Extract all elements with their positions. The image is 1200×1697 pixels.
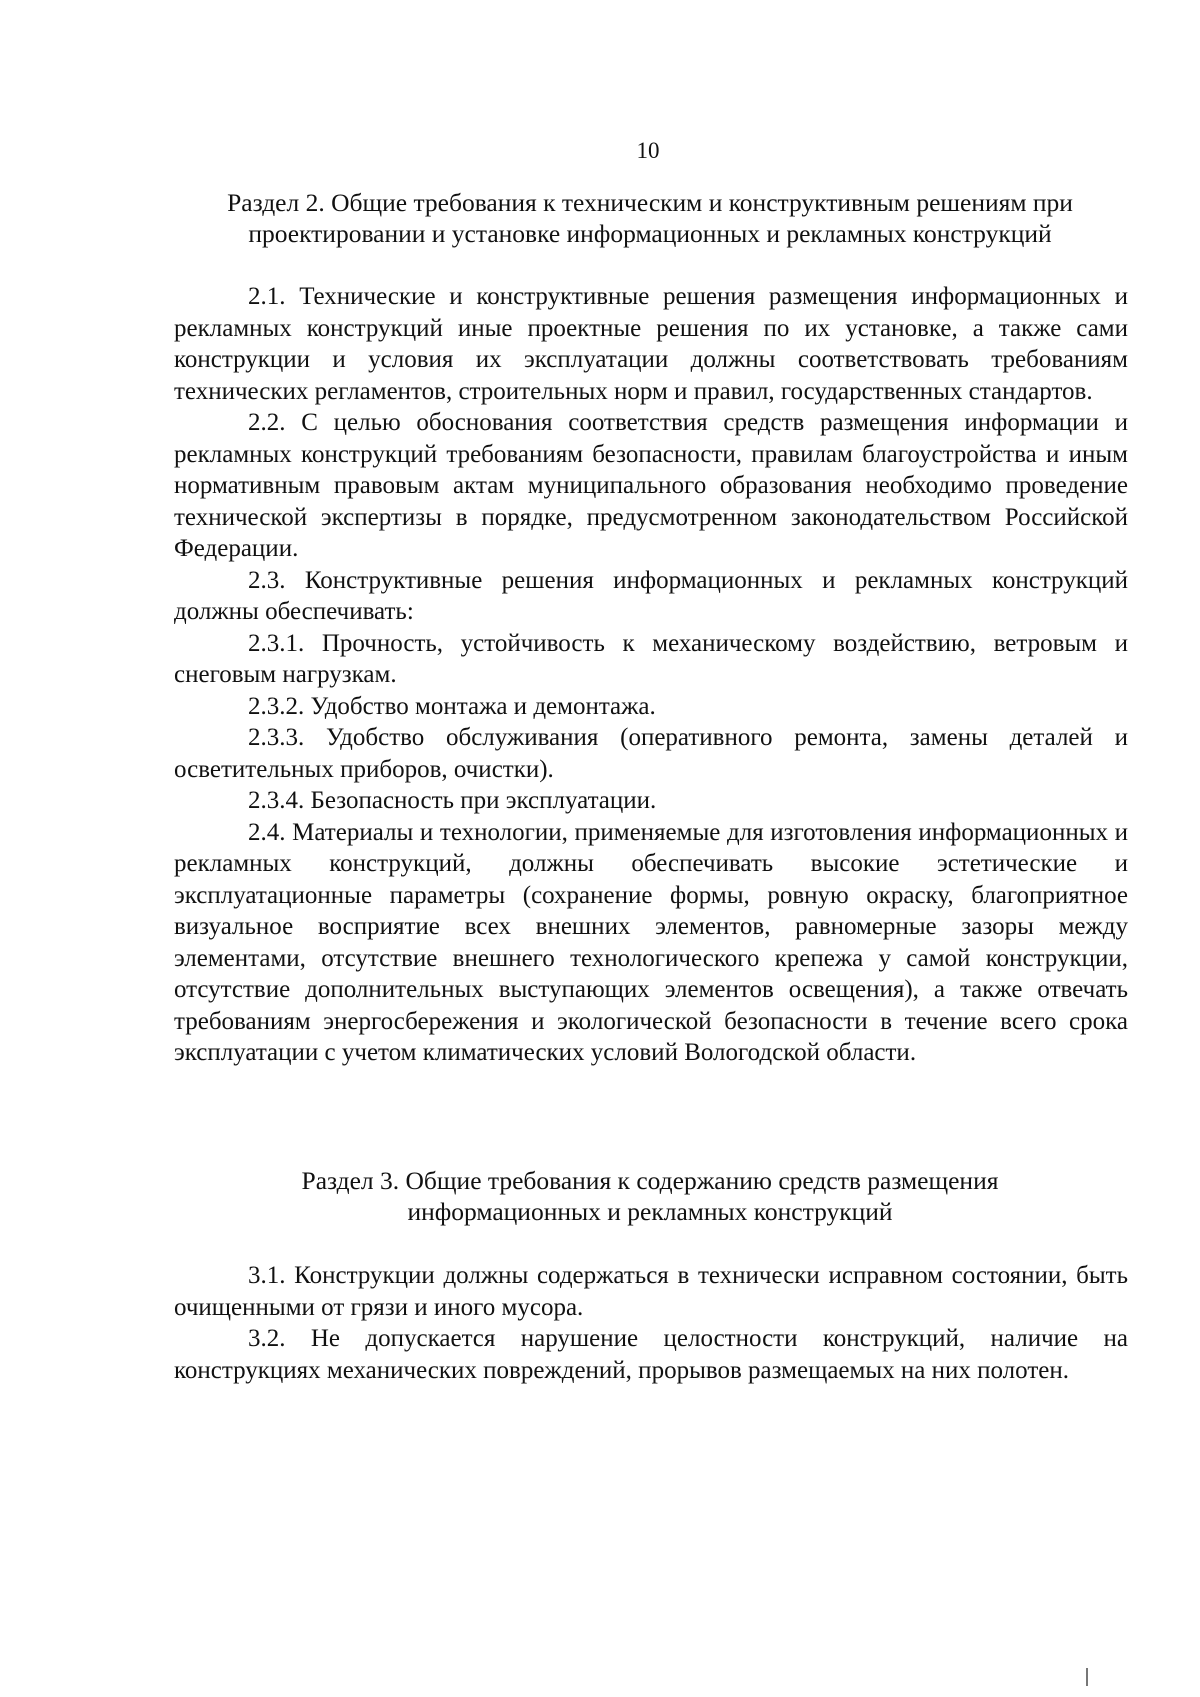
paragraph-2-3-3: 2.3.3. Удобство обслуживания (оперативного ремонта, замены деталей и осветительных приборов, очистки). xyxy=(174,724,1128,783)
section-2-title-line-1: Раздел 2. Общие требования к техническим и конструктивным решениям при xyxy=(227,188,1073,217)
section-3-title xyxy=(150,1165,1150,1227)
section-2-body xyxy=(174,281,1128,1069)
section-3-body xyxy=(174,1260,1128,1386)
page-number: 10 xyxy=(636,138,660,163)
paragraph-2-2: 2.2. С целью обоснования соответствия средств размещения информации и рекламных конструкций требованиям безопасности, правилам благоустройства и иным нормативным правовым актам муниципального образования необходимо проведение технической экспертизы в порядке, предусмотренном законодательством Российской Федерации. xyxy=(174,409,1128,562)
paragraph-2-4: 2.4. Материалы и технологии, применяемые для изготовления информационных и рекламных конструкций, должны обеспечивать высокие эстетические и эксплуатационные параметры (сохранение формы, ровную окраску, благоприятное визуальное восприятие всех внешних элементов, равномерные зазоры между элементами, отсутствие внешнего технологического крепежа у самой конструкции, отсутствие дополнительных выступающих элементов освещения), а также отвечать требованиям энергосбережения и экологической безопасности в течение всего срока эксплуатации с учетом климатических условий Вологодской области. xyxy=(174,818,1128,1066)
scan-mark xyxy=(1086,1668,1088,1686)
paragraph-2-1: 2.1. Технические и конструктивные решения размещения информационных и рекламных конструкций иные проектные решения по их установке, а также сами конструкции и условия их эксплуатации должны соответствовать требованиям технических регламентов, строительных норм и правил, государственных стандартов. xyxy=(174,283,1128,405)
paragraph-2-3-1: 2.3.1. Прочность, устойчивость к механическому воздействию, ветровым и снеговым нагрузкам. xyxy=(174,629,1128,688)
section-2-title xyxy=(150,187,1150,249)
paragraph-2-3: 2.3. Конструктивные решения информационных и рекламных конструкций должны обеспечивать: xyxy=(174,566,1128,625)
section-2-title-line-2: проектировании и установке информационных и рекламных конструкций xyxy=(248,219,1052,248)
paragraph-3-2: 3.2. Не допускается нарушение целостности конструкций, наличие на конструкциях механических повреждений, прорывов размещаемых на них полотен. xyxy=(174,1325,1128,1384)
paragraph-2-3-2: 2.3.2. Удобство монтажа и демонтажа. xyxy=(248,692,656,720)
section-3-title-line-2: информационных и рекламных конструкций xyxy=(407,1197,893,1226)
section-3-title-line-1: Раздел 3. Общие требования к содержанию средств размещения xyxy=(301,1166,999,1195)
paragraph-2-3-4: 2.3.4. Безопасность при эксплуатации. xyxy=(248,787,657,814)
paragraph-3-1: 3.1. Конструкции должны содержаться в технически исправном состоянии, быть очищенными от грязи и иного мусора. xyxy=(174,1262,1128,1321)
